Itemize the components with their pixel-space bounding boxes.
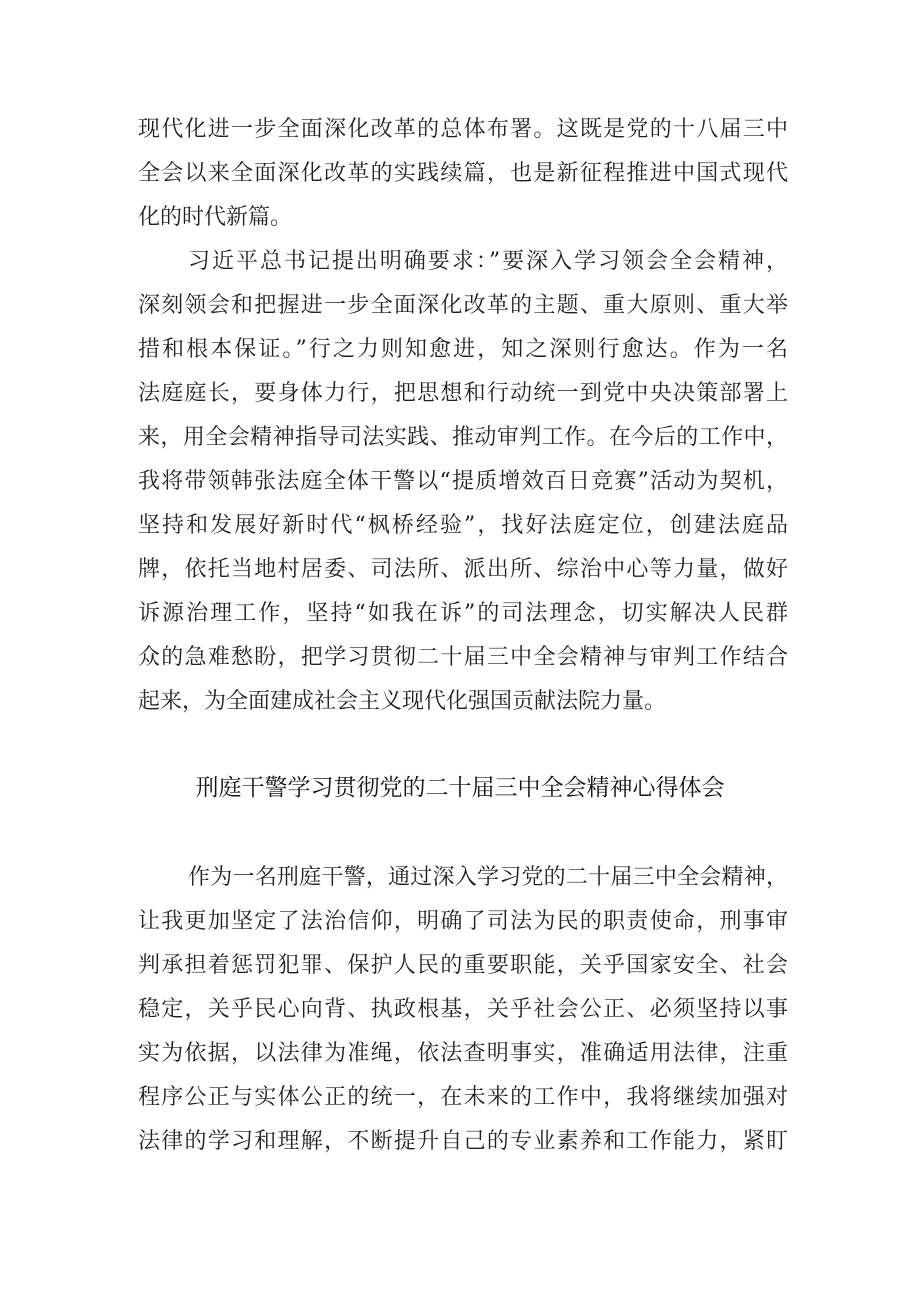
paragraph-2-line-11: 起来，为全面建成社会主义现代化强国贡献法院力量。 <box>138 689 667 714</box>
paragraph-2-line-2: 深刻领会和把握进一步全面深化改革的主题、重大原则、重大举 <box>138 293 788 318</box>
paragraph-3-line-6: 程序公正与实体公正的统一，在未来的工作中，我将继续加强对 <box>138 1085 788 1110</box>
paragraph-2-line-8: 牌，依托当地村居委、司法所、派出所、综治中心等力量，做好 <box>138 557 788 582</box>
paragraph-3-line-4: 稳定，关乎民心向背、执政根基，关乎社会公正、必须坚持以事 <box>138 997 788 1022</box>
paragraph-2-line-3: 措和根本保证。”行之力则知愈进，知之深则行愈达。作为一名 <box>138 337 788 362</box>
paragraph-1-line-1: 现代化进一步全面深化改革的总体布署。这既是党的十八届三中 <box>138 117 788 142</box>
paragraph-2-line-1: 习近平总书记提出明确要求：”要深入学习领会全会精神， <box>188 249 788 274</box>
paragraph-2-line-5: 来，用全会精神指导司法实践、推动审判工作。在今后的工作中， <box>138 425 788 450</box>
paragraph-3-line-7: 法律的学习和理解，不断提升自己的专业素养和工作能力，紧盯 <box>138 1129 788 1154</box>
paragraph-3-line-1: 作为一名刑庭干警，通过深入学习党的二十届三中全会精神， <box>188 865 788 890</box>
section-heading: 刑庭干警学习贯彻党的二十届三中全会精神心得体会 <box>195 775 725 801</box>
paragraph-1-line-2: 全会以来全面深化改革的实践续篇，也是新征程推进中国式现代 <box>138 161 788 186</box>
paragraph-3-line-3: 判承担着惩罚犯罪、保护人民的重要职能，关乎国家安全、社会 <box>138 953 788 978</box>
paragraph-1-line-3: 化的时代新篇。 <box>138 205 293 230</box>
paragraph-2-line-6: 我将带领韩张法庭全体干警以“提质增效百日竞赛”活动为契机， <box>138 469 788 494</box>
paragraph-3-line-2: 让我更加坚定了法治信仰，明确了司法为民的职责使命，刑事审 <box>138 909 788 934</box>
paragraph-2-line-9: 诉源治理工作，坚持“如我在诉”的司法理念，切实解决人民群 <box>138 601 788 626</box>
paragraph-3-line-5: 实为依据，以法律为准绳，依法查明事实，准确适用法律，注重 <box>138 1041 788 1066</box>
paragraph-2-line-4: 法庭庭长，要身体力行，把思想和行动统一到党中央决策部署上 <box>138 381 788 406</box>
paragraph-2-line-7: 坚持和发展好新时代“枫桥经验”，找好法庭定位，创建法庭品 <box>138 513 788 538</box>
paragraph-2-line-10: 众的急难愁盼，把学习贯彻二十届三中全会精神与审判工作结合 <box>138 645 788 670</box>
